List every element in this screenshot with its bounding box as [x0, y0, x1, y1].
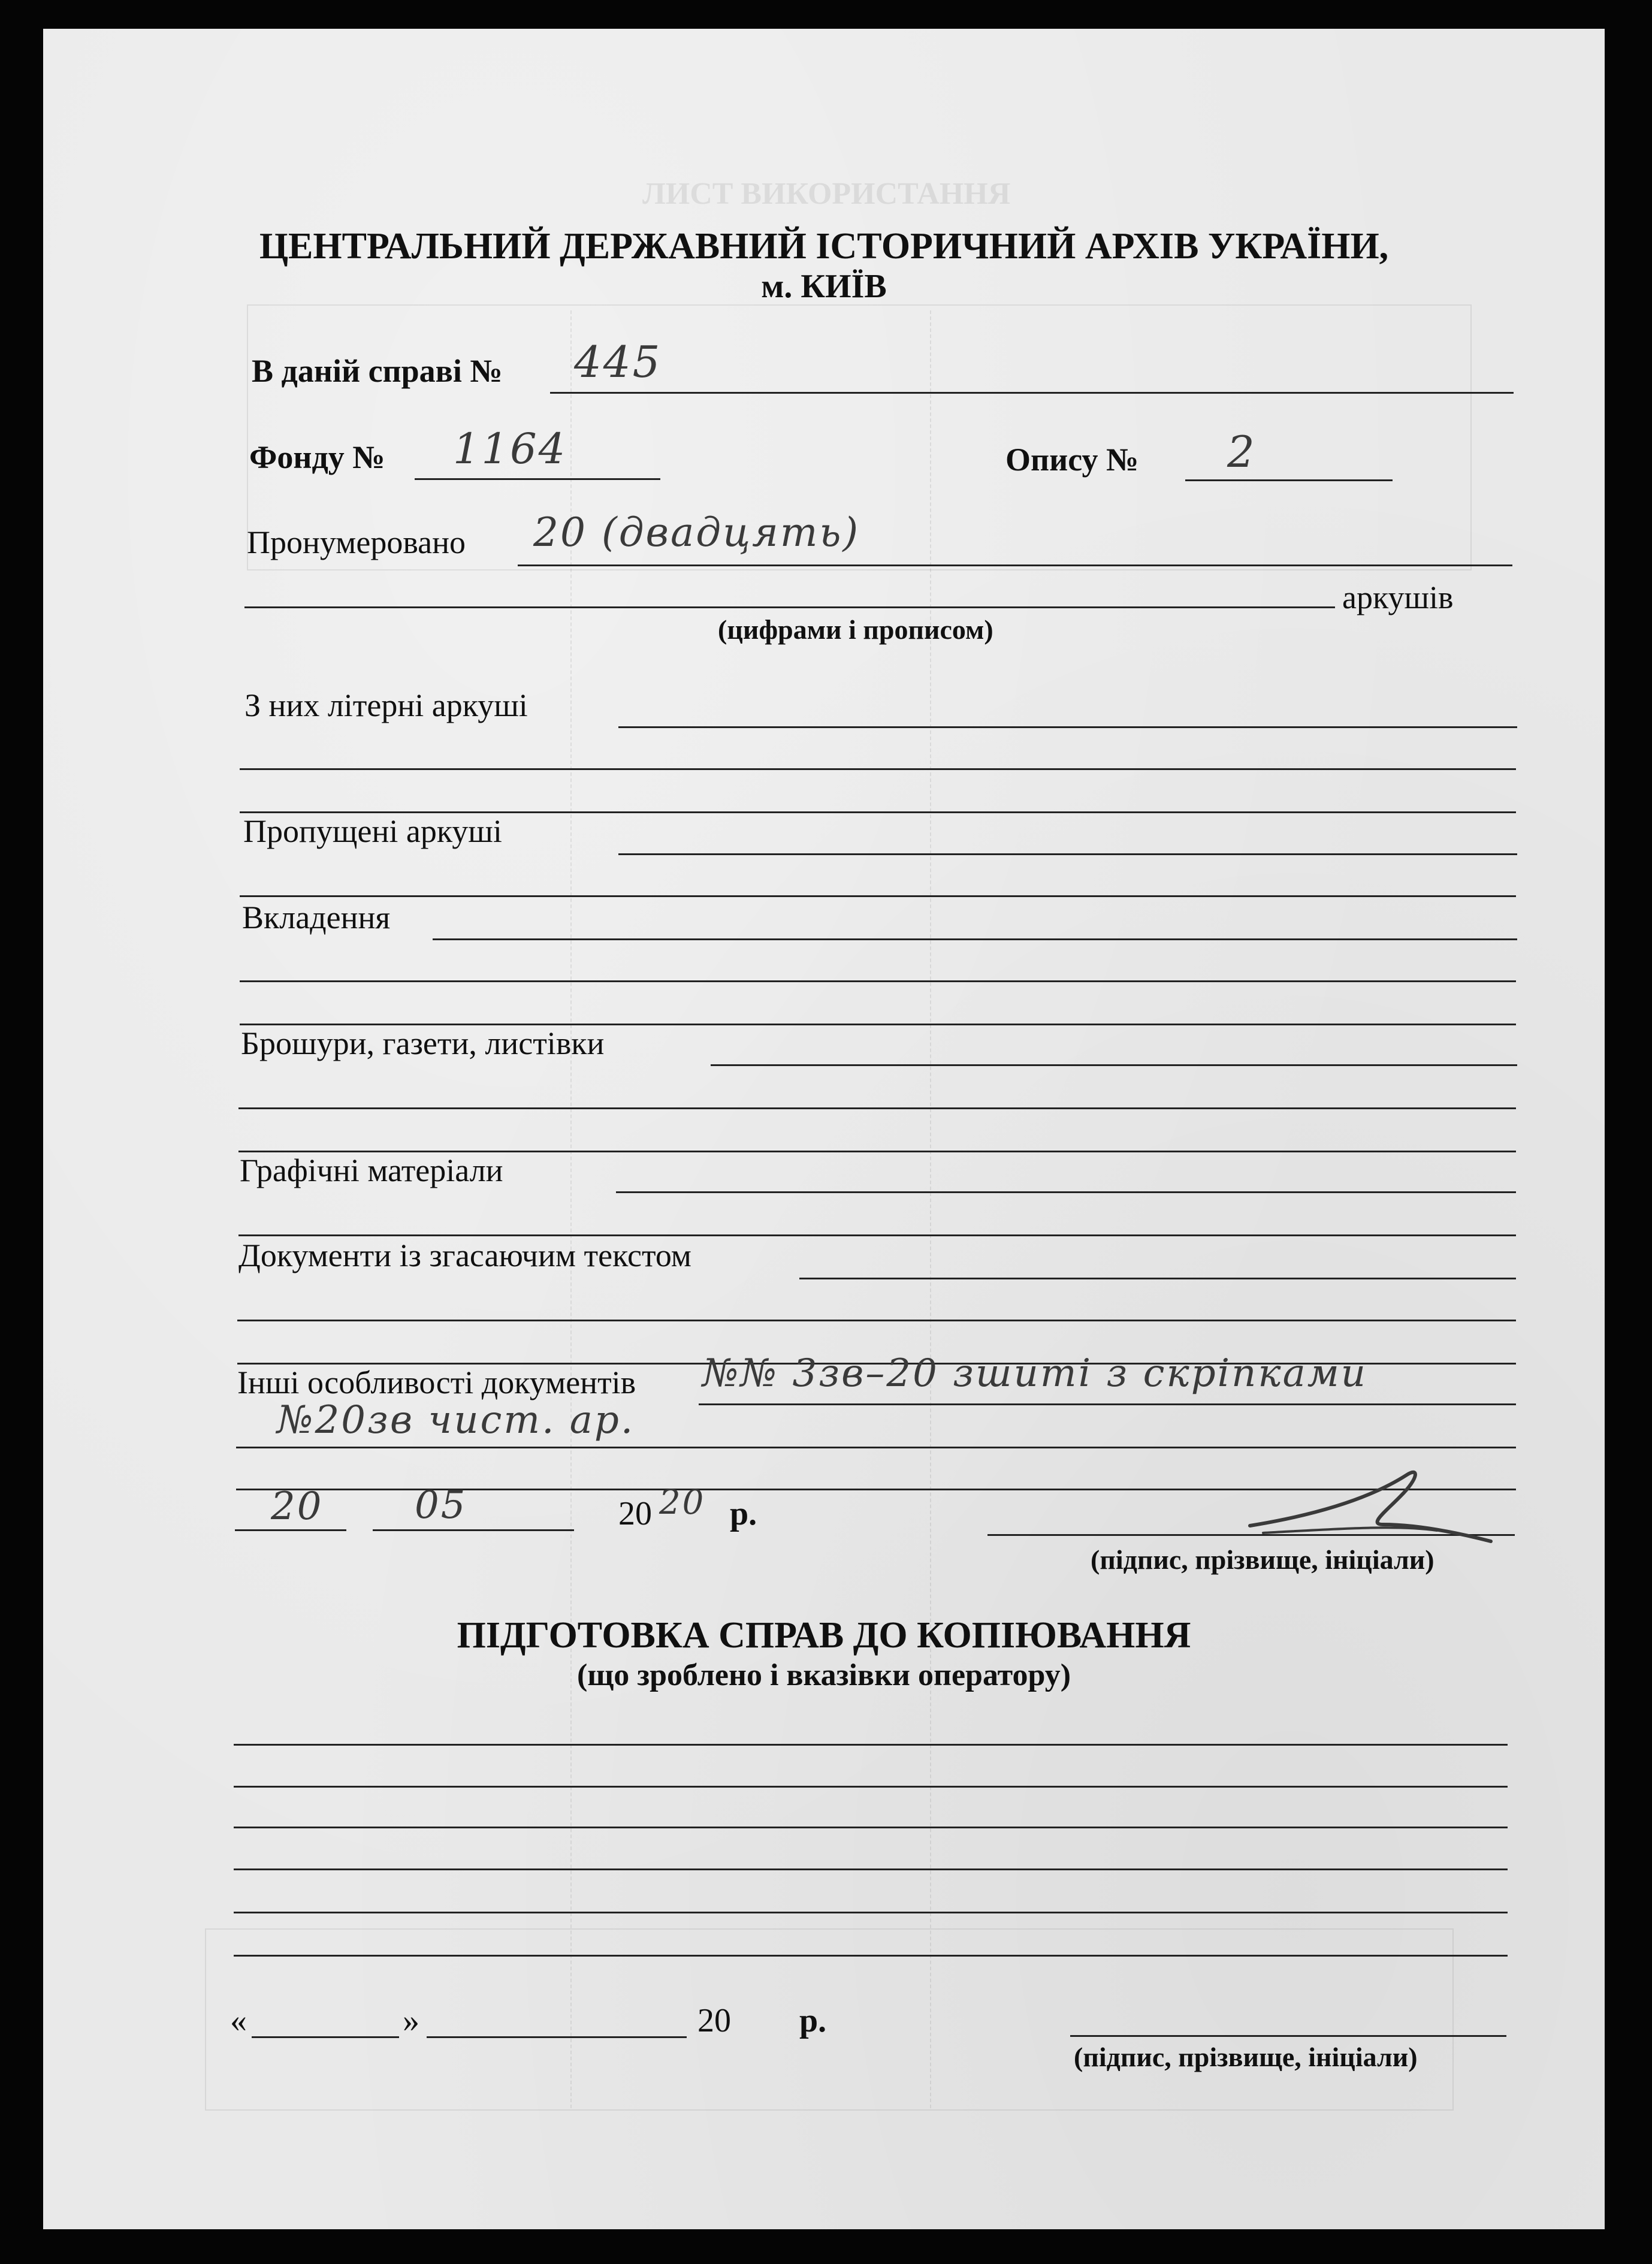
graphic-line: [616, 1191, 1516, 1193]
fold-line: [930, 310, 931, 2108]
date-day: 20: [271, 1484, 324, 1529]
copy-line: [234, 1744, 1508, 1746]
sheets-hint: (цифрами і прописом): [718, 614, 993, 645]
other-line: [699, 1403, 1516, 1405]
fading-line-2: [237, 1320, 1516, 1321]
other-line-2: [236, 1447, 1516, 1448]
numbered-line-2: [244, 606, 1335, 608]
copy-line: [234, 1912, 1508, 1913]
copy-date-month-line: [427, 2036, 687, 2038]
case-line: [550, 392, 1514, 394]
case-label: В даній справі №: [252, 353, 503, 389]
opys-label: Опису №: [1005, 442, 1139, 478]
date-day-line: [235, 1529, 346, 1531]
attachments-line: [433, 938, 1517, 940]
attachments-line-2: [240, 980, 1516, 982]
letter-sheets-line: [618, 726, 1517, 728]
show-through-text: ЛИСТ ВИКОРИСТАННЯ: [642, 177, 1011, 211]
copy-line: [234, 1955, 1508, 1957]
signature-hint: (підпис, прізвище, ініціали): [1091, 1544, 1434, 1575]
copy-date-day-line: [252, 2036, 399, 2038]
numbered-line: [518, 565, 1512, 566]
sheets-label: аркушів: [1342, 579, 1454, 615]
fond-line: [415, 478, 660, 480]
missing-sheets-label: Пропущені аркуші: [243, 813, 502, 849]
letter-sheets-line-2: [240, 768, 1516, 770]
case-number: 445: [574, 337, 662, 387]
fond-label: Фонду №: [249, 439, 385, 475]
copy-line: [234, 1786, 1508, 1788]
copy-title: ПІДГОТОВКА СПРАВ ДО КОПІЮВАННЯ: [457, 1615, 1191, 1656]
copy-date-year-prefix: 20: [697, 2002, 731, 2039]
other-label: Інші особливості документів: [237, 1365, 636, 1400]
brochures-line-2: [238, 1107, 1516, 1109]
fond-number: 1164: [453, 424, 567, 473]
copy-signature-line: [1070, 2035, 1506, 2037]
date-year-prefix: 20: [618, 1495, 652, 1532]
brochures-line: [711, 1064, 1517, 1066]
copy-signature-hint: (підпис, прізвище, ініціали): [1074, 2042, 1418, 2072]
archive-title: ЦЕНТРАЛЬНИЙ ДЕРЖАВНИЙ ІСТОРИЧНИЙ АРХІВ УКРАЇНИ,: [259, 226, 1389, 267]
opys-number: 2: [1227, 427, 1257, 477]
copy-date-close-quote: »: [403, 2002, 419, 2039]
fading-line: [799, 1278, 1516, 1279]
opys-line: [1185, 479, 1393, 481]
fold-line: [570, 310, 572, 2108]
graphic-line-2: [238, 1234, 1516, 1236]
copy-date-open-quote: «: [230, 2002, 247, 2039]
graphic-label: Графічні матеріали: [240, 1152, 503, 1188]
date-r: р.: [730, 1495, 757, 1532]
copy-line: [234, 1868, 1508, 1870]
date-month: 05: [415, 1483, 467, 1528]
copy-date-r: р.: [799, 2002, 827, 2039]
letter-sheets-label: З них літерні аркуші: [244, 687, 528, 723]
copy-line: [234, 1827, 1508, 1828]
missing-sheets-line: [618, 853, 1517, 855]
archive-city: м. КИЇВ: [761, 268, 887, 305]
copy-subtitle: (що зроблено і вказівки оператору): [576, 1658, 1071, 1692]
attachments-label: Вкладення: [242, 899, 391, 935]
other-value-line2: №20зв чист. ар.: [277, 1398, 635, 1442]
date-month-line: [373, 1529, 574, 1531]
document-page: [43, 29, 1605, 2229]
date-year-suffix: 20: [659, 1483, 706, 1522]
numbered-value: 20 (двадцять): [533, 509, 860, 556]
fading-label: Документи із згасаючим текстом: [238, 1237, 691, 1273]
numbered-label: Пронумеровано: [247, 524, 466, 560]
other-value-line1: №№ 3зв–20 зшиті з скріпками: [702, 1351, 1367, 1396]
missing-sheets-line-2: [240, 895, 1516, 897]
brochures-label: Брошури, газети, листівки: [241, 1025, 605, 1061]
